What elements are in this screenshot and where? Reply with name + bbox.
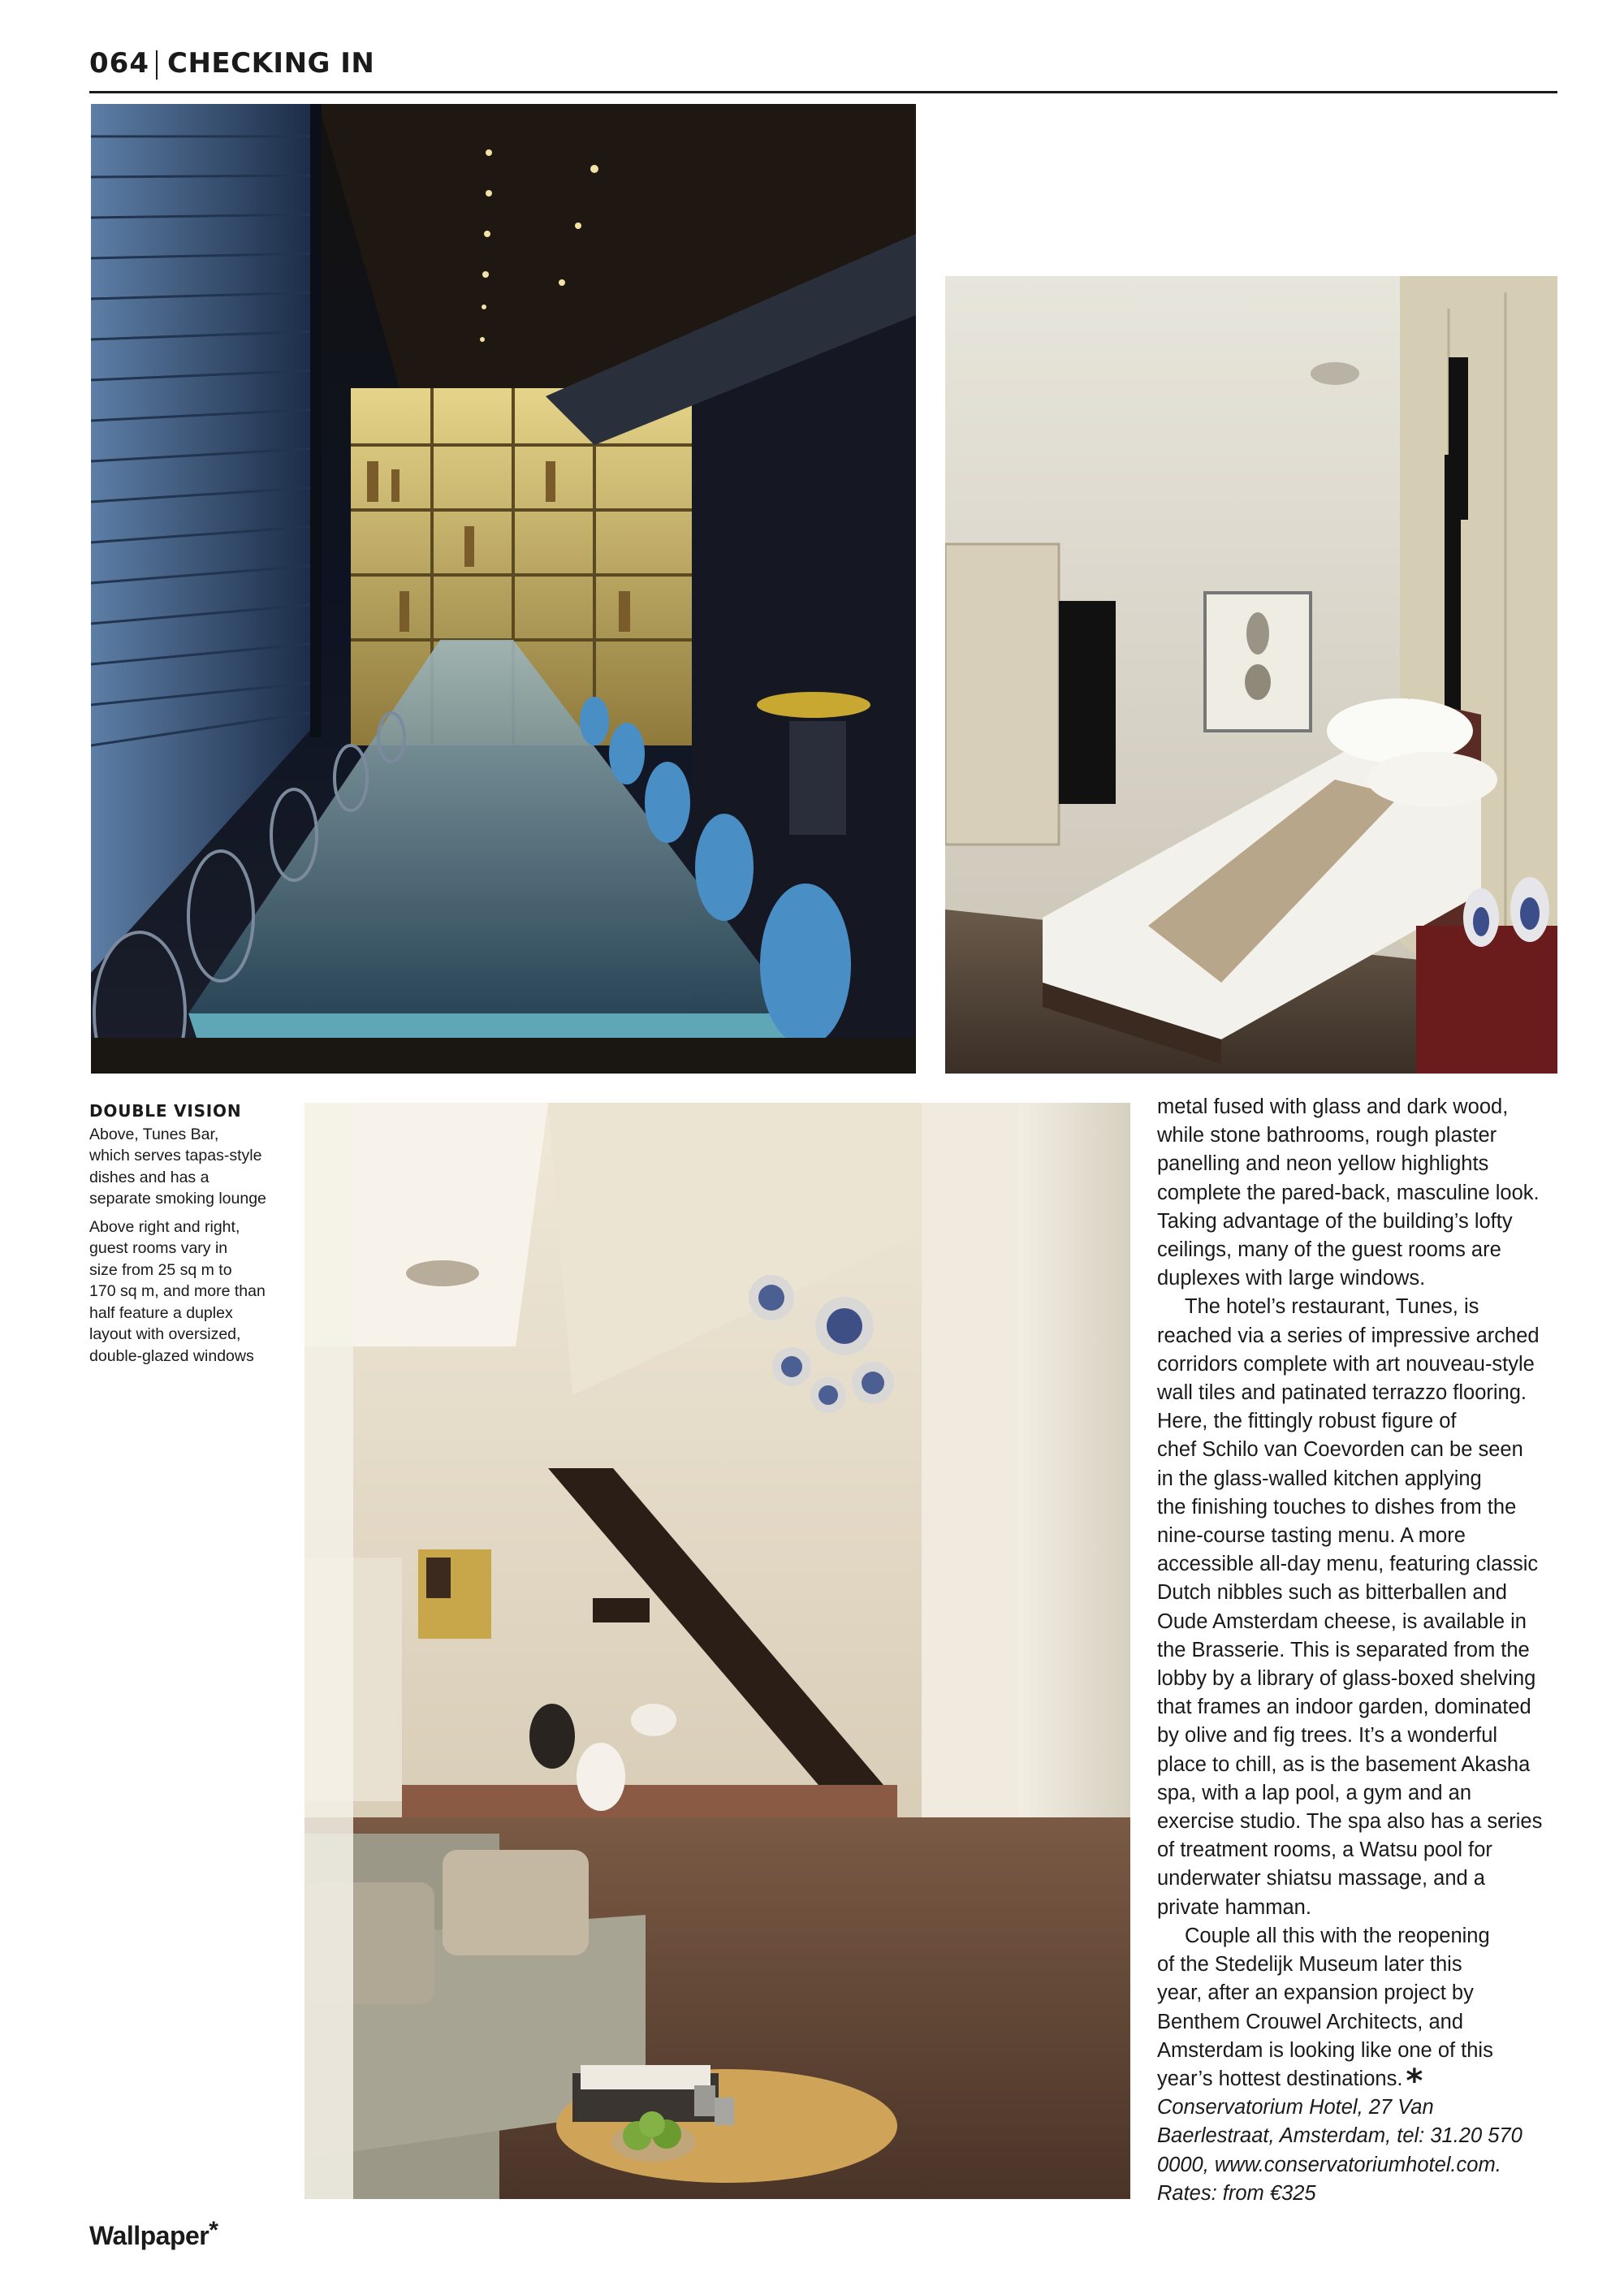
body-line: Oude Amsterdam cheese, is available in (1157, 1609, 1527, 1633)
body-line: reached via a series of impressive arched (1157, 1324, 1540, 1347)
page-header (89, 47, 1557, 93)
wallpaper-logo (89, 2217, 218, 2251)
body-line: that frames an indoor garden, dominated (1157, 1696, 1531, 1719)
body-line: of the Stedelijk Museum later this (1157, 1953, 1462, 1977)
hotel-info-line: Baerlestraat, Amsterdam, tel: 31.20 570 (1157, 2124, 1522, 2148)
hotel-info-line: Rates: from €325 (1157, 2181, 1316, 2205)
body-line: ceilings, many of the guest rooms are (1157, 1238, 1501, 1262)
page-number: 064 (89, 47, 149, 80)
caption-line: layout with oversized, (89, 1325, 241, 1343)
body-line: by olive and fig trees. It’s a wonderful (1157, 1724, 1498, 1748)
body-line: while stone bathrooms, rough plaster (1157, 1124, 1497, 1147)
body-line: complete the pared-back, masculine look. (1157, 1181, 1540, 1204)
body-line: year, after an expansion project by (1157, 1981, 1474, 2005)
photo-tunes-bar (91, 104, 916, 1074)
caption-line: Above right and right, (89, 1217, 240, 1236)
caption-line: Above, Tunes Bar, (89, 1125, 219, 1143)
photo-duplex-lounge (304, 1103, 1130, 2199)
caption-line: guest rooms vary in (89, 1239, 228, 1257)
body-line: spa, with a lap pool, a gym and an (1157, 1781, 1471, 1804)
caption-line: separate smoking lounge (89, 1190, 266, 1208)
end-mark-asterisk-icon: * (1406, 2062, 1423, 2100)
body-line: the Brasserie. This is separated from the (1157, 1638, 1530, 1661)
body-line: underwater shiatsu massage, and a (1157, 1867, 1485, 1890)
caption-line: size from 25 sq m to (89, 1260, 232, 1279)
header-divider (156, 50, 158, 80)
body-line: accessible all-day menu, featuring classic (1157, 1553, 1539, 1576)
caption-line: which serves tapas-style (89, 1147, 262, 1164)
caption-line: 170 sq m, and more than (89, 1282, 266, 1300)
section-title: CHECKING IN (167, 47, 375, 80)
photo-caption (89, 1100, 288, 1373)
body-line: Couple all this with the reopening (1185, 1924, 1490, 1947)
body-line-final (1157, 2062, 1563, 2100)
bedroom-illustration (945, 276, 1557, 1074)
caption-line: double-glazed windows (89, 1346, 254, 1365)
body-line: chef Schilo van Coevorden can be seen (1157, 1438, 1523, 1462)
brand-asterisk-icon: * (209, 2217, 218, 2244)
hotel-info-line: 0000, www.conservatoriumhotel.com. (1157, 2153, 1501, 2176)
brand-name: Wallpaper (89, 2221, 209, 2250)
photo-guest-bedroom (945, 276, 1557, 1074)
bar-illustration (91, 104, 916, 1074)
caption-paragraph (89, 1216, 288, 1367)
body-line: nine-course tasting menu. A more (1157, 1524, 1466, 1548)
hotel-info-line: Conservatorium Hotel, 27 Van (1157, 2096, 1434, 2119)
caption-paragraph (89, 1124, 288, 1210)
body-line: metal fused with glass and dark wood, (1157, 1095, 1509, 1118)
body-line: panelling and neon yellow highlights (1157, 1152, 1489, 1176)
body-line: Benthem Crouwel Architects, and (1157, 2010, 1464, 2033)
body-line: Taking advantage of the building’s lofty (1157, 1209, 1513, 1233)
body-line: exercise studio. The spa also has a series (1157, 1810, 1543, 1834)
body-line: Amsterdam is looking like one of this (1157, 2038, 1493, 2062)
body-line: Dutch nibbles such as bitterballen and (1157, 1581, 1507, 1605)
article-body (1157, 1093, 1563, 2208)
body-line: Here, the fittingly robust figure of (1157, 1410, 1457, 1433)
body-line: in the glass-walled kitchen applying (1157, 1467, 1482, 1490)
body-line: wall tiles and patinated terrazzo flooring. (1157, 1381, 1527, 1405)
caption-title: DOUBLE VISION (89, 1101, 242, 1121)
body-line: year’s hottest destinations. (1157, 2067, 1403, 2090)
body-line: duplexes with large windows. (1157, 1267, 1426, 1290)
caption-line: dishes and has a (89, 1168, 209, 1186)
body-line: of treatment rooms, a Watsu pool for (1157, 1838, 1492, 1862)
caption-line: half feature a duplex (89, 1303, 233, 1322)
lounge-illustration (304, 1103, 1130, 2199)
body-line: The hotel’s restaurant, Tunes, is (1185, 1295, 1479, 1319)
body-line: place to chill, as is the basement Akasha (1157, 1752, 1531, 1776)
body-line: lobby by a library of glass-boxed shelving (1157, 1667, 1536, 1691)
body-line: private hamman. (1157, 1895, 1311, 1919)
body-line: corridors complete with art nouveau-style (1157, 1352, 1535, 1376)
body-line: the finishing touches to dishes from the (1157, 1495, 1517, 1519)
